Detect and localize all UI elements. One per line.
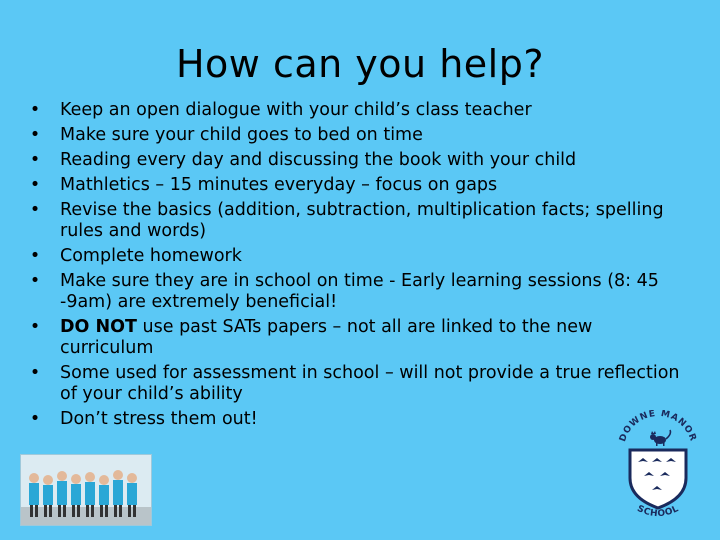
bullet-text: Make sure your child goes to bed on time <box>60 125 423 145</box>
bullet-icon: • <box>29 100 41 120</box>
bullet-text: use past SATs papers – not all are linked to the new curriculum <box>60 317 593 358</box>
bullet-item <box>28 175 688 196</box>
crest-bottom-text: SCHOOL <box>635 503 681 520</box>
school-crest-icon <box>616 410 700 528</box>
school-crest <box>616 410 700 528</box>
slide-title: How can you help? <box>175 42 545 86</box>
bullet-item <box>28 125 688 146</box>
bullet-text: Don’t stress them out! <box>60 409 258 429</box>
bullet-text: Revise the basics (addition, subtraction, multiplication facts; spelling rules and words) <box>60 200 664 241</box>
bullet-item <box>28 363 688 405</box>
bullet-item <box>28 317 688 359</box>
bullet-icon: • <box>29 409 41 429</box>
bullet-icon: • <box>29 200 41 220</box>
bullet-icon: • <box>29 150 41 170</box>
bullet-text: Keep an open dialogue with your child’s class teacher <box>60 100 532 120</box>
bullet-icon: • <box>29 363 41 383</box>
bullet-icon: • <box>29 271 41 291</box>
children-group-photo <box>20 454 152 526</box>
bullet-icon: • <box>29 317 41 337</box>
bullet-icon: • <box>29 175 41 195</box>
bullet-text: Reading every day and discussing the book with your child <box>60 150 577 170</box>
bullet-item <box>28 246 688 267</box>
bullet-item <box>28 200 688 242</box>
crest-top-text: DOWNE MANOR <box>618 410 698 444</box>
bullet-text: Mathletics – 15 minutes everyday – focus on gaps <box>60 175 498 195</box>
children-photo-icon <box>21 455 151 525</box>
bullet-item <box>28 271 688 313</box>
bullet-item <box>28 409 688 430</box>
bullet-text: Make sure they are in school on time - Early learning sessions (8: 45 -9am) are extremely beneficial! <box>60 271 659 312</box>
bullet-list <box>28 100 688 434</box>
bullet-bold-text: DO NOT <box>60 317 137 337</box>
bullet-icon: • <box>29 125 41 145</box>
bullet-text: Some used for assessment in school – will not provide a true reflection of your child’s ability <box>60 363 680 404</box>
bullet-item <box>28 100 688 121</box>
bullet-item <box>28 150 688 171</box>
bullet-text: Complete homework <box>60 246 242 266</box>
bullet-icon: • <box>29 246 41 266</box>
